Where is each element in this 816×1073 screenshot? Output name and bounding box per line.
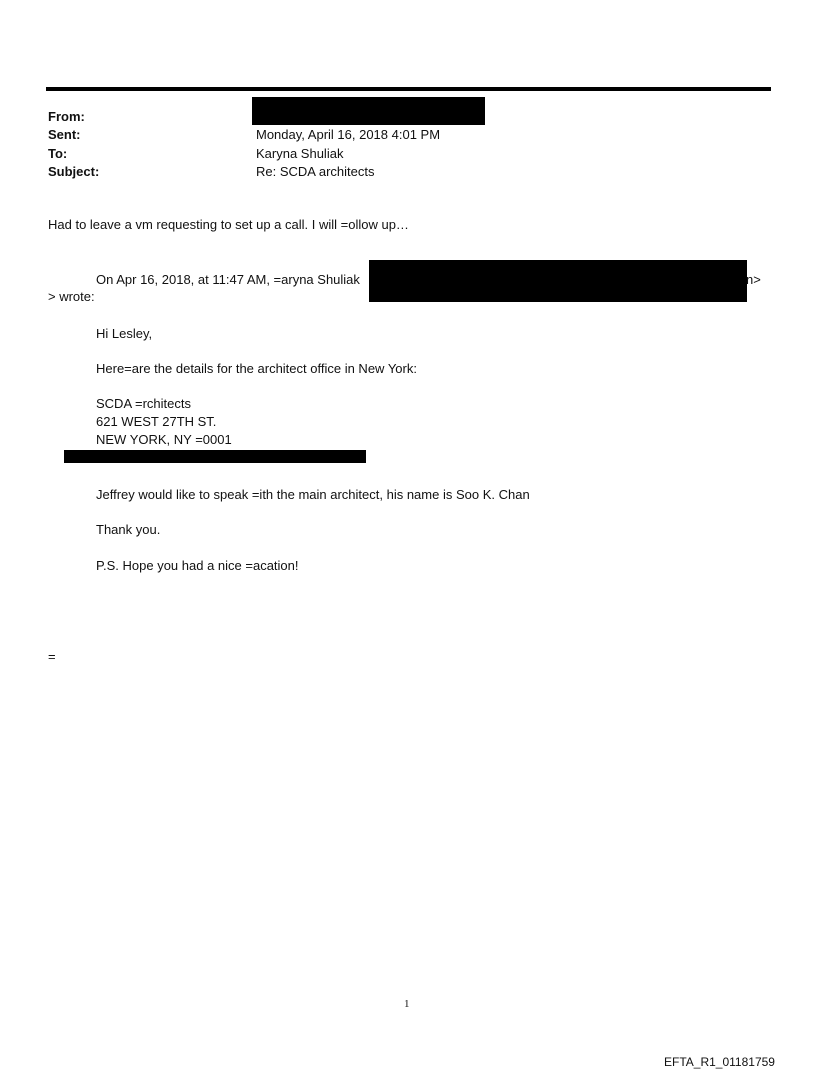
equals-mark: = <box>48 649 56 664</box>
to-label: To: <box>48 146 68 161</box>
quote-intro: On Apr 16, 2018, at 11:47 AM, =aryna Shuliak <box>96 272 360 287</box>
speak-line: Jeffrey would like to speak =ith the main architect, his name is Soo K. Chan <box>96 487 530 502</box>
address-line-1: SCDA =rchitects <box>96 396 192 411</box>
address-line-2: 621 WEST 27TH ST. <box>96 414 217 429</box>
quote-wrote: > wrote: <box>48 289 95 304</box>
sent-label: Sent: <box>48 127 81 142</box>
subject-value: Re: SCDA architects <box>256 164 375 179</box>
reply-line: Had to leave a vm requesting to set up a call. I will =ollow up… <box>48 217 409 232</box>
address-line-3: NEW YORK, NY =0001 <box>96 432 232 447</box>
details-line: Here=are the details for the architect office in New York: <box>96 361 417 376</box>
greeting: Hi Lesley, <box>96 326 153 341</box>
to-value: Karyna Shuliak <box>256 146 344 161</box>
thanks-line: Thank you. <box>96 522 161 537</box>
page-number: 1 <box>404 998 410 1010</box>
sent-value: Monday, April 16, 2018 4:01 PM <box>256 127 441 142</box>
redaction-from <box>252 97 485 125</box>
top-rule <box>46 87 771 91</box>
subject-label: Subject: <box>48 164 100 179</box>
ps-line: P.S. Hope you had a nice =acation! <box>96 558 299 573</box>
redaction-email <box>369 260 747 302</box>
quote-intro-tail: n> <box>746 272 761 287</box>
redaction-phone <box>64 450 366 463</box>
from-label: From: <box>48 109 85 124</box>
bates-number: EFTA_R1_01181759 <box>664 1055 775 1069</box>
